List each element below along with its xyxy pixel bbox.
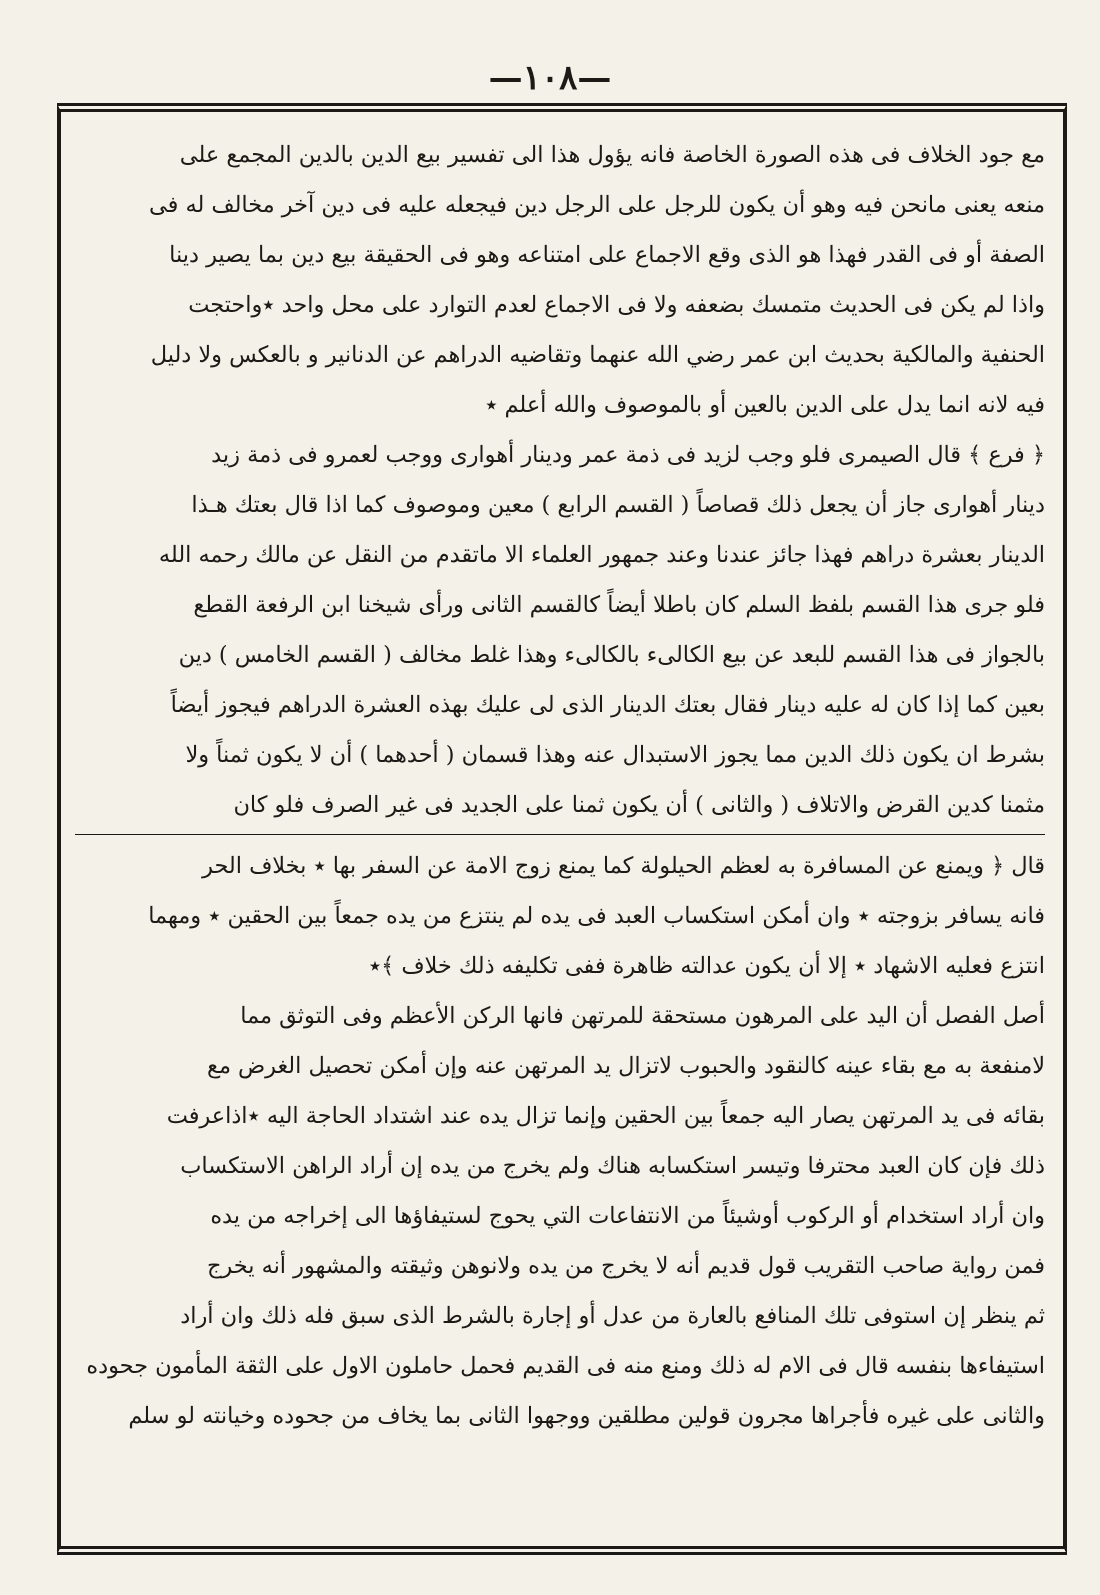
text-line: دينار أهوارى جاز أن يجعل ذلك قصاصاً ( القسم الرابع ) معين وموصوف كما اذا قال بعتك هـذا: [191, 492, 1045, 518]
text-line: وان أراد استخدام أو الركوب أوشيئاً من الانتفاعات التي يحوج لستيفاؤها الى إخراجه من يده: [210, 1203, 1045, 1229]
text-line: الصفة أو فى القدر فهذا هو الذى وقع الاجماع على امتناعه وهو فى الحقيقة بيع دين بما يصير دينا: [169, 242, 1045, 268]
text-line: أصل الفصل أن اليد على المرهون مستحقة للمرتهن فانها الركن الأعظم وفى التوثق مما: [240, 1003, 1045, 1029]
text-line: ذلك فإن كان العبد محترفا وتيسر استكسابه هناك ولم يخرج من يده إن أراد الراهن الاستكساب: [180, 1153, 1045, 1179]
text-line: بالجواز فى هذا القسم للبعد عن بيع الكالىء بالكالىء وهذا غلط مخالف ( القسم الخامس ) دين: [178, 642, 1045, 668]
section-divider: [75, 834, 1045, 835]
text-line: الحنفية والمالكية بحديث ابن عمر رضي الله عنهما وتقاضيه الدراهم عن الدنانير و بالعكس ولا دليل: [150, 342, 1045, 368]
text-line: ﴿ فرع ﴾ قال الصيمرى فلو وجب لزيد فى ذمة عمر ودينار أهوارى ووجب لعمرو فى ذمة زيد: [211, 442, 1045, 468]
page-number: —١٠٨—: [488, 58, 612, 98]
text-line: بعين كما إذا كان له عليه دينار فقال بعتك الدينار الذى لى عليك بهذه العشرة الدراهم فيجوز أيضاً: [170, 692, 1045, 718]
text-line: فمن رواية صاحب التقريب قول قديم أنه لا يخرج من يده ولانوهن وثيقته والمشهور أنه يخرج: [206, 1253, 1045, 1279]
text-line: قال ﴿ ويمنع عن المسافرة به لعظم الحيلولة كما يمنع زوج الامة عن السفر بها ٭ بخلاف الحر: [202, 853, 1045, 879]
upper-text-section: [75, 130, 1045, 830]
lower-text-section: [75, 841, 1045, 1441]
text-line: استيفاءها بنفسه قال فى الام له ذلك ومنع منه فى القديم فحمل حاملون الاول على الثقة المأمون جحوده: [86, 1353, 1045, 1379]
text-line: بقائه فى يد المرتهن يصار اليه جمعاً بين الحقين وإنما تزال يده عند اشتداد الحاجة اليه ٭اذاعرفت: [166, 1103, 1045, 1129]
text-line: مع جود الخلاف فى هذه الصورة الخاصة فانه يؤول هذا الى تفسير بيع الدين بالدين المجمع على: [179, 142, 1045, 168]
text-line: الدينار بعشرة دراهم فهذا جائز عندنا وعند جمهور العلماء الا ماتقدم من النقل عن مالك رحمه الله: [158, 542, 1045, 568]
text-line: انتزع فعليه الاشهاد ٭ إلا أن يكون عدالته ظاهرة ففى تكليفه ذلك خلاف ﴾٭: [368, 953, 1045, 979]
text-line: فلو جرى هذا القسم بلفظ السلم كان باطلا أيضاً كالقسم الثانى ورأى شيخنا ابن الرفعة القطع: [193, 592, 1045, 618]
text-line: منعه يعنى مانحن فيه وهو أن يكون للرجل على الرجل دين فيجعله عليه فى دين آخر مخالف له فى: [148, 192, 1045, 218]
text-line: فيه لانه انما يدل على الدين بالعين أو بالموصوف والله أعلم ٭: [485, 392, 1045, 418]
text-line: فانه يسافر بزوجته ٭ وان أمكن استكساب العبد فى يده لم ينتزع من يده جمعاً بين الحقين ٭ ومهما: [148, 903, 1045, 929]
text-line: والثانى على غيره فأجراها مجرون قولين مطلقين ووجهوا الثانى بما يخاف من جحوده وخيانته لو سلم: [128, 1403, 1045, 1429]
text-line: لامنفعة به مع بقاء عينه كالنقود والحبوب لاتزال يد المرتهن عنه وإن أمكن تحصيل الغرض مع: [207, 1053, 1045, 1079]
text-line: ثم ينظر إن استوفى تلك المنافع بالعارة من عدل أو إجارة بالشرط الذى سبق فله ذلك وان أراد: [180, 1303, 1045, 1329]
text-line: مثمنا كدين القرض والاتلاف ( والثانى ) أن يكون ثمنا على الجديد فى غير الصرف فلو كان: [233, 792, 1045, 818]
page-frame: [57, 103, 1067, 1555]
text-line: بشرط ان يكون ذلك الدين مما يجوز الاستبدال عنه وهذا قسمان ( أحدهما ) أن لا يكون ثمناً ولا: [185, 742, 1045, 768]
text-line: واذا لم يكن فى الحديث متمسك بضعفه ولا فى الاجماع لعدم التوارد على محل واحد ٭واحتجت: [188, 292, 1045, 318]
